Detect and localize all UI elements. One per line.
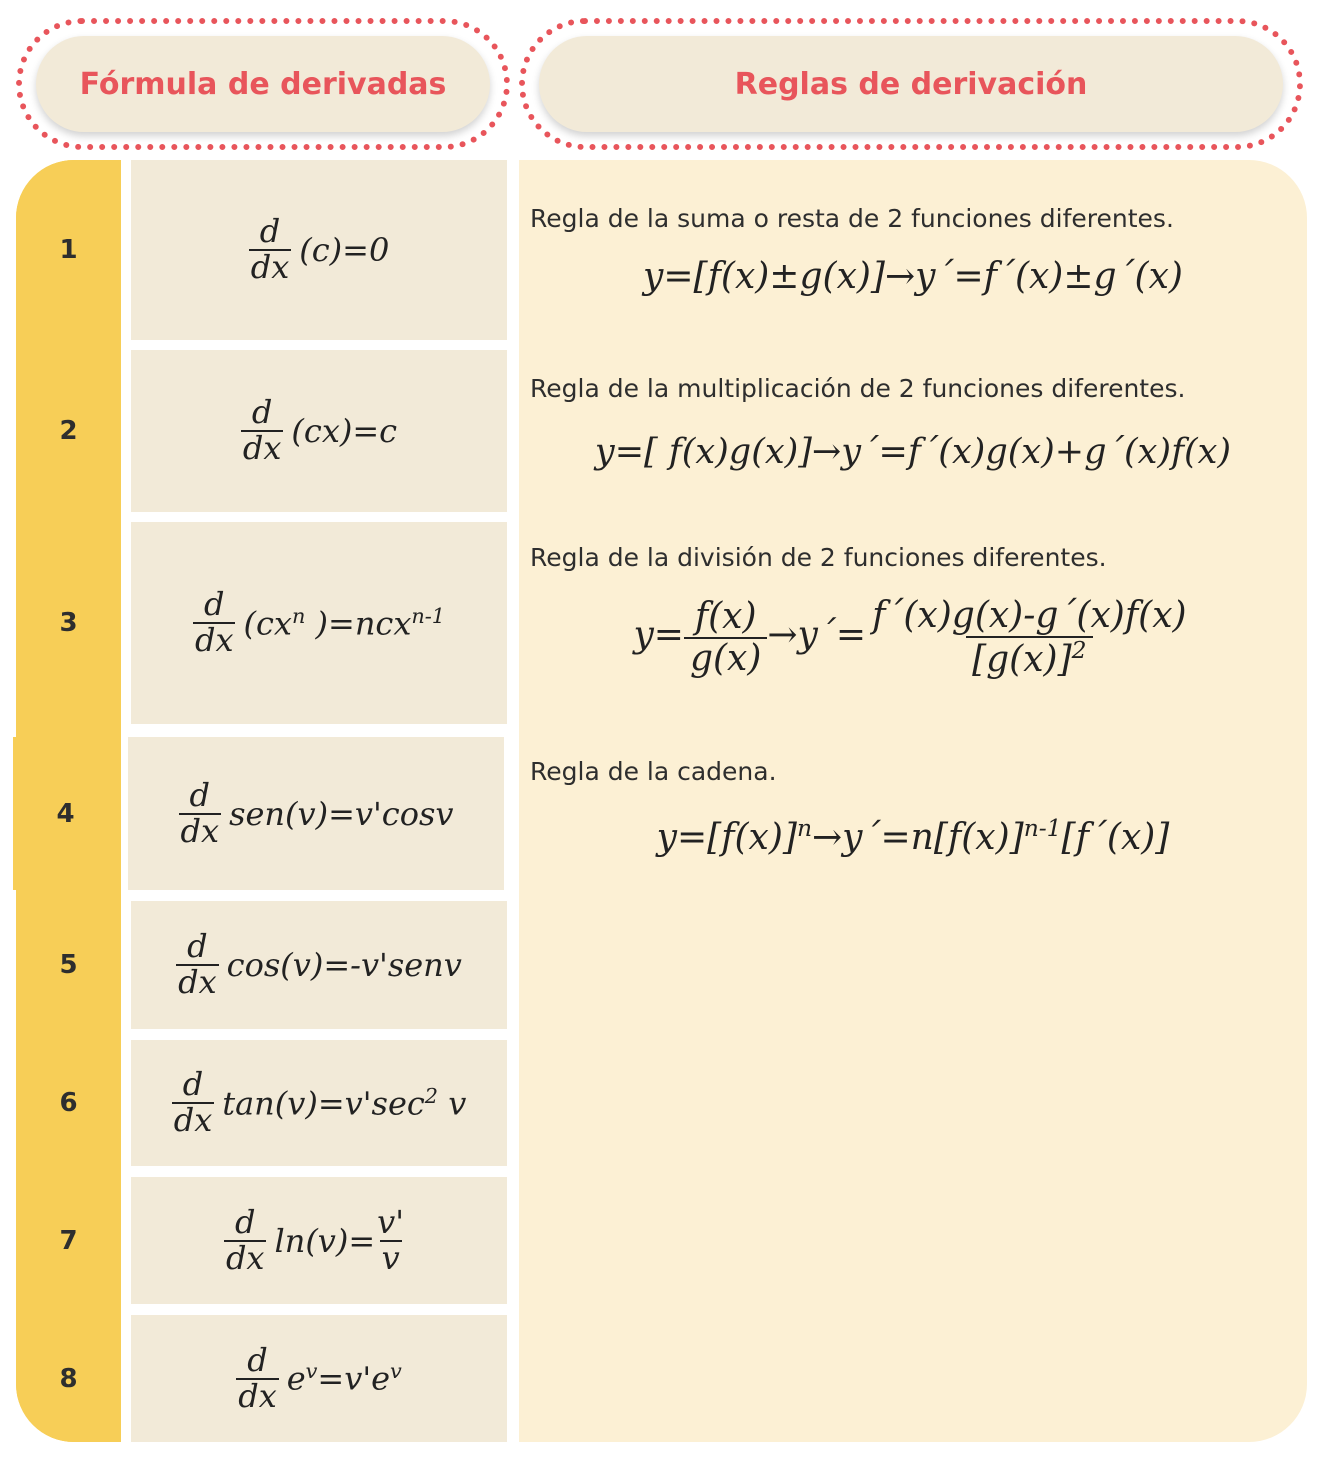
rule-1-formula: y=[f(x)±g(x)]→y´=f´(x)±g´(x) bbox=[643, 256, 1183, 297]
formula-6 bbox=[131, 1040, 507, 1166]
d-dx-fraction: $\frac{d}{dx}$ bbox=[178, 927, 217, 1001]
formula-6-expr: $\tan(v)=v'\sec^2$ v bbox=[222, 1083, 467, 1123]
rule-4-title: Regla de la cadena. bbox=[530, 757, 777, 786]
d-dx-fraction: $\frac{d}{dx}$ bbox=[238, 1340, 277, 1415]
formula-number-6: 6 bbox=[16, 1040, 121, 1166]
formula-7 bbox=[131, 1177, 507, 1304]
formula-3-expr: ($cx^n$ )=ncx$^{n-1}$ bbox=[243, 603, 446, 643]
formula-number-7: 7 bbox=[16, 1177, 121, 1304]
rule-3-title: Regla de la división de 2 funciones diferentes. bbox=[530, 543, 1107, 572]
rules-panel bbox=[519, 160, 1307, 1442]
formula-3 bbox=[131, 522, 507, 724]
formula-2-expr: (cx)=c bbox=[291, 412, 398, 450]
rule-2-formula: y=[ f(x)g(x)]→y´=f´(x)g(x)+g´(x)f(x) bbox=[594, 432, 1232, 472]
formula-number-1: 1 bbox=[16, 160, 121, 340]
rule-3-formula: y= $\frac{f(x)}{g(x)}$ →y´= $\frac{f´(x)g(x)-g´(x)f(x)}{[g(x)]^2}$ bbox=[633, 595, 1187, 680]
formula-4-expr: sen(v)=v'cosv bbox=[229, 794, 454, 833]
formula-number-2: 2 bbox=[16, 350, 121, 512]
formula-number-3: 3 bbox=[16, 522, 121, 724]
d-dx-fraction: $\frac{d}{dx}$ bbox=[173, 1065, 213, 1139]
formula-8 bbox=[131, 1315, 507, 1442]
d-dx-fraction: $\frac{d}{dx}$ bbox=[180, 775, 220, 850]
rule-4-formula: $y=[f(x)]^n\to y´=n[f(x)]^{n-1}[f´(x)]$ bbox=[656, 814, 1170, 858]
v-prime-over-v-fraction: $\frac{v'}{v}$ bbox=[377, 1202, 405, 1277]
rule-1-title: Regla de la suma o resta de 2 funciones diferentes. bbox=[530, 204, 1174, 233]
rules-header-label: Reglas de derivación bbox=[539, 36, 1283, 132]
formula-8-expr: $e^v=v'e^v$ bbox=[286, 1359, 402, 1398]
rules-header bbox=[519, 18, 1303, 150]
d-dx-fraction: $\frac{d}{dx}$ bbox=[225, 1202, 265, 1277]
d-dx-fraction: $\frac{d}{dx}$ bbox=[250, 212, 290, 286]
formula-number-5: 5 bbox=[16, 901, 121, 1029]
formula-5-expr: cos(v)=-v'senv bbox=[226, 946, 462, 984]
formula-1-expr: (c)=0 bbox=[299, 231, 390, 269]
formula-7-expr: ln(v)= bbox=[274, 1221, 376, 1260]
formula-2 bbox=[131, 350, 507, 512]
formula-number-4: 4 bbox=[13, 737, 118, 890]
formula-4 bbox=[128, 737, 504, 890]
rule-2-title: Regla de la multiplicación de 2 funciones diferentes. bbox=[530, 374, 1186, 403]
formula-1 bbox=[131, 160, 507, 340]
formula-number-8: 8 bbox=[16, 1315, 121, 1442]
formula-5 bbox=[131, 901, 507, 1029]
formulas-header-label: Fórmula de derivadas bbox=[36, 36, 490, 132]
d-dx-fraction: $\frac{d}{dx}$ bbox=[194, 585, 234, 659]
formulas-header bbox=[16, 18, 510, 150]
d-dx-fraction: $\frac{d}{dx}$ bbox=[242, 393, 282, 467]
